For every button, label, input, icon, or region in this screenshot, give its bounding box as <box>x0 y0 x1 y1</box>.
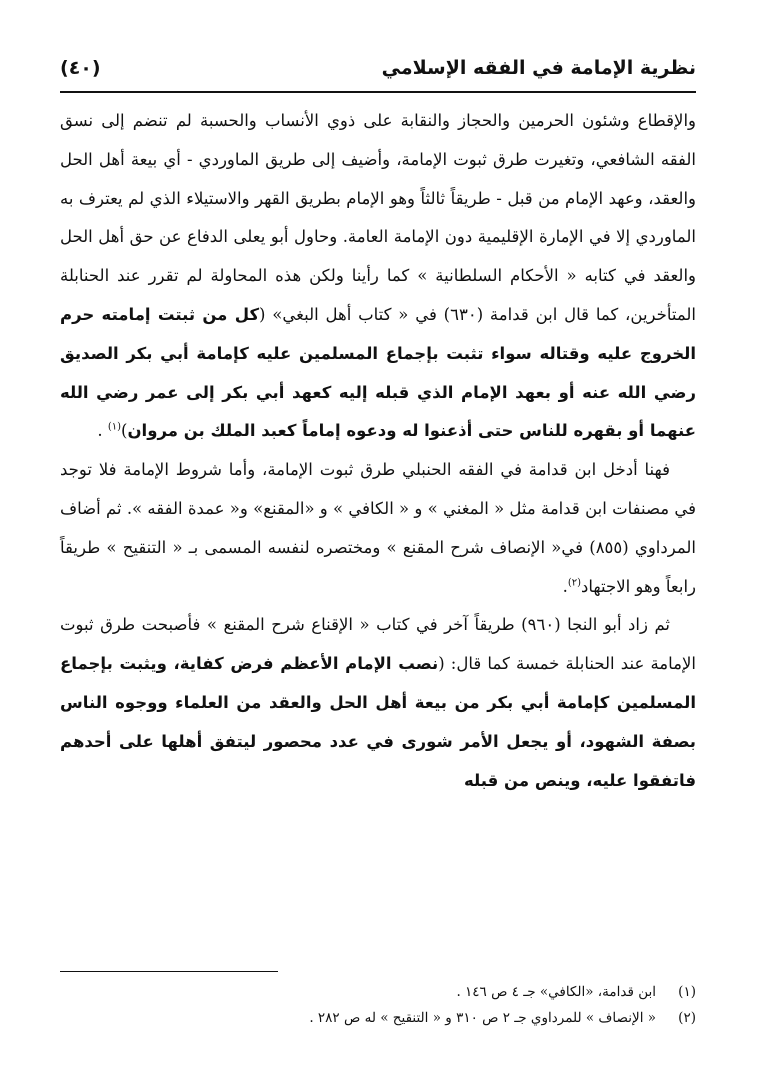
footnote-separator <box>60 971 278 972</box>
footnote-number: (١) <box>678 984 696 1000</box>
footnotes <box>60 979 696 1031</box>
footnote-1 <box>60 979 696 1005</box>
running-header <box>60 50 696 86</box>
paragraph-1 <box>60 102 696 451</box>
running-title: نظرية الإمامة في الفقه الإسلامي <box>381 57 696 79</box>
book-page <box>60 50 696 1060</box>
paragraph-3-text: ثم زاد أبو النجا (٩٦٠) طريقاً آخر في كتاب « الإقناع شرح المقنع » فأصبحت طرق ثبوت الإمامة عند الحنابلة خمسة كما قال: ( <box>60 615 696 674</box>
paragraph-2 <box>60 451 696 606</box>
footnote-ref-1[interactable]: (١) <box>107 421 122 433</box>
quote-ibn-qudama: كل من ثبتت إمامته حرم الخروج عليه وقتاله سواء تثبت بإجماع المسلمين عليه كإمامة أبي بكر الصديق رضي الله عنه أو بعهد الإمام الذي قبله إليه كعهد أبي بكر إلى عمر رضي الله عنهما أو بقهره للناس حتى أذعنوا له ودعوه إماماً كعبد الملك بن مروان <box>60 304 696 441</box>
footnote-ref-2[interactable]: (٢) <box>567 577 582 589</box>
footnote-text: ابن قدامة، «الكافي» جـ ٤ ص ١٤٦ . <box>456 984 656 1000</box>
footnote-2 <box>60 1005 696 1031</box>
quote-ibn-qudama-close: ) <box>121 421 128 441</box>
footnote-text: « الإنصاف » للمرداوي جـ ٢ ص ٣١٠ و « التنقيح » له ص ٢٨٢ . <box>309 1010 656 1026</box>
page-number: (٤٠) <box>60 57 101 79</box>
header-rule <box>60 91 696 93</box>
paragraph-2-text: فهنا أدخل ابن قدامة في الفقه الحنبلي طرق ثبوت الإمامة، وأما شروط الإمامة فلا توجد في مصنفات ابن قدامة مثل « المغني » و « الكافي » و «المقنع» و« عمدة الفقه ». ثم أضاف المرداوي (٨٥٥) في« الإنصاف شرح المقنع » ومختصره لنفسه المسمى بـ « التنقيح » طريقاً رابعاً وهو الاجتهاد <box>60 460 696 596</box>
quote-abu-al-naja: نصب الإمام الأعظم فرض كفاية، ويثبت بإجماع المسلمين كإمامة أبي بكر من بيعة أهل الحل والعقد من العلماء ووجوه الناس بصفة الشهود، أو يجعل الأمر شورى في عدد محصور ليتفق أهلها على أحدهم فاتفقوا عليه، وينص من قبله <box>60 654 696 790</box>
main-text <box>60 102 696 800</box>
paragraph-1-end: . <box>97 421 108 441</box>
paragraph-1-text: والإقطاع وشئون الحرمين والحجاز والنقابة على ذوي الأنساب والحسبة لم تنضم إلى نسق الفقه الشافعي، وتغيرت طرق ثبوت الإمامة، وأضيف إلى طريق الماوردي - أي بيعة أهل الحل والعقد، وعهد الإمام من قبل - طريقاً ثالثاً وهو الإمام بطريق القهر والاستيلاء الذي لم يعترف به الماوردي إلا في الإمارة الإقليمية دون الإمامة العامة. وحاول أبو يعلى الدفاع عن حق أهل الحل والعقد في كتابه « الأحكام السلطانية » كما رأينا ولكن هذه المحاولة لم تقرر عند الحنابلة المتأخرين، كما قال ابن قدامة (٦٣٠) في « كتاب أهل البغي» ( <box>60 111 696 324</box>
paragraph-3 <box>60 606 696 800</box>
footnote-number: (٢) <box>678 1010 696 1026</box>
paragraph-2-end: . <box>562 576 568 596</box>
